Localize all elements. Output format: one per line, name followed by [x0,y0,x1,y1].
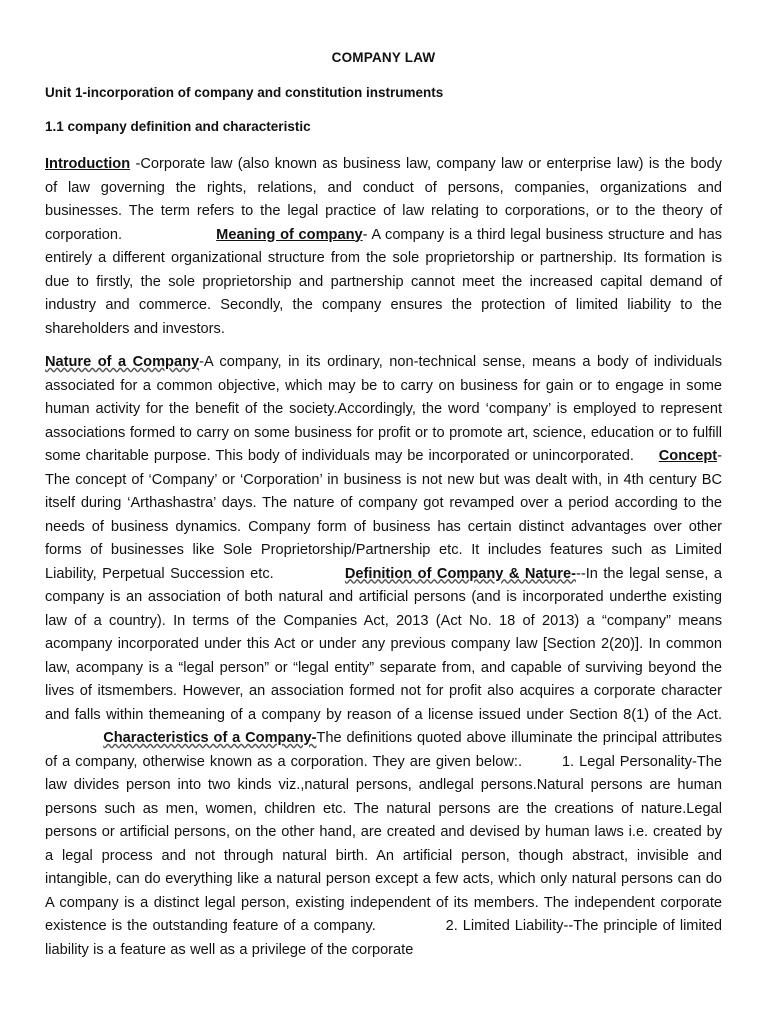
concept-label: Concept [658,448,718,464]
nature-of-company-label: Nature of a Company [45,354,200,370]
characteristics-text: The definitions quoted above illuminate the principal attributes of a company, otherwise known as a corporation. They are given below:. 1. Legal Personality-The law divides person into two kinds viz.,natural persons, andlegal persons.Natural persons are human persons such as men, women, children etc. The natural persons are the creations of nature.Legal persons or artificial persons, on the other hand, are created and devised by human laws i.e. created by a legal process and not through natural birth. An artificial person, though abstract, invisible and intangible, can do everything like a natural person except a few acts, which only natural persons can do A company is a distinct legal person, existing independent of its members. The independent corporate existence is the outstanding feature of a company. 2. Limited Liability--The principle of limited liability is a feature as well as a privilege of the corporate [45,730,722,958]
meaning-of-company-label: Meaning of company [216,226,363,243]
nature-of-company-text: -A company, in its ordinary, non-technical sense, means a body of individuals associated for a common objective, which may be to carry on business for gain or to engage in some human activity for the benefit of the society.Accordingly, the word ‘company’ is employed to represent associations formed to carry on some business for profit or to promote art, science, education or to fulfill some charitable purpose. This body of individuals may be incorporated or unincorporated. [45,354,722,464]
unit-heading: Unit 1-incorporation of company and constitution instruments [45,85,444,100]
introduction-text: -Corporate law (also known as business law, company law or enterprise law) is the body of law governing the rights, relations, and conduct of persons, companies, organizations and businesses. The term refers to the legal practice of law relating to corporations, or to the theory of corporation. [45,156,722,243]
definition-label: Definition of Company & Nature- [344,565,576,582]
definition-text: --In the legal sense, a company is an association of both natural and artificial persons (and is incorporated underthe existing law of a country). In terms of the Companies Act, 2013 (Act No. 18 of 2013) a “company” means acompany incorporated under this Act or under any previous company law [Section 2(20)]. In common law, acompany is a “legal person” or “legal entity” separate from, and capable of surviving beyond the lives of itsmembers. However, an association formed not for profit also acquires a corporate character and falls within themeaning of a company by reason of a license issued under Section 8(1) of the Act. [45,565,722,746]
concept-text: -The concept of ‘Company’ or ‘Corporation’ in business is not new but was dealt with, in 4th century BC itself during ‘Arthashastra’ days. The nature of company got revamped over a period according to the needs of business dynamics. Company form of business has certain distinct advantages over other forms of businesses like Sole Proprietorship/Partnership etc. It includes features such as Limited Liability, Perpetual Succession etc. [45,448,722,582]
characteristics-label: Characteristics of a Company- [103,730,317,746]
paragraph-nature [45,351,722,962]
paragraph-introduction [45,153,722,341]
document-title: COMPANY LAW [331,50,436,65]
introduction-label: Introduction [45,156,131,172]
section-heading: 1.1 company definition and characteristic [45,119,311,134]
meaning-of-company-text: - A company is a third legal business structure and has entirely a different organizational structure from the sole proprietorship or partnership. Its formation is due to firstly, the sole proprietorship and partnership cannot meet the increased capital demand of industry and commerce. Secondly, the company ensures the protection of limited liability to the shareholders and investors. [45,226,722,337]
